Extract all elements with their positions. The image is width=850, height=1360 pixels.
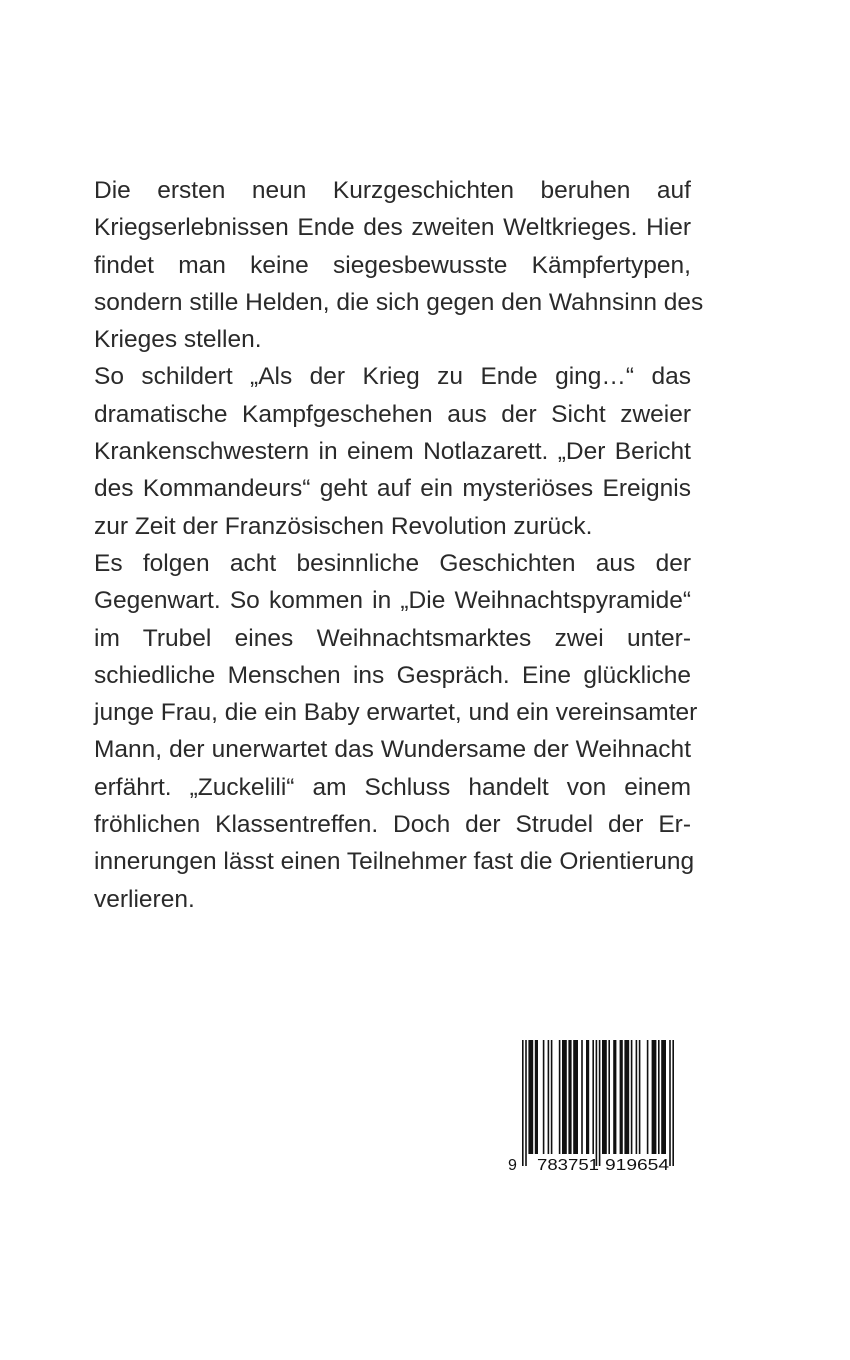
barcode-bar <box>620 1040 623 1154</box>
blurb-line: erfährt. „Zuckelili“ am Schluss handelt von einem <box>94 773 691 801</box>
barcode-bar <box>548 1040 550 1154</box>
blurb-text <box>94 172 704 918</box>
barcode-bar <box>528 1040 533 1154</box>
barcode-bar <box>647 1040 649 1154</box>
blurb-line: So schildert „Als der Krieg zu Ende ging…“ das <box>94 363 691 391</box>
blurb-line: Krankenschwestern in einem Notlazarett. „Der Bericht <box>94 438 691 466</box>
barcode-bar <box>658 1040 660 1154</box>
barcode-bar <box>562 1040 567 1154</box>
blurb-line: Es folgen acht besinnliche Geschichten aus der <box>94 549 691 577</box>
barcode-guard-bar <box>669 1040 671 1166</box>
blurb-line: des Kommandeurs“ geht auf ein mysteriöses Ereignis <box>94 475 691 503</box>
barcode-guard-bar <box>599 1040 601 1166</box>
barcode-bar <box>624 1040 629 1154</box>
barcode-bar <box>602 1040 607 1154</box>
barcode-left-digits: 783751 <box>537 1157 600 1172</box>
barcode-bar <box>592 1040 594 1154</box>
barcode-guard-bar <box>522 1040 524 1166</box>
blurb-line: Mann, der unerwartet das Wundersame der Weihnacht <box>94 736 691 764</box>
blurb-line: junge Frau, die ein Baby erwartet, und ein vereinsamter <box>94 699 698 727</box>
barcode-graphic <box>505 1040 680 1172</box>
blurb-line: Krieges stellen. <box>94 326 262 354</box>
blurb-line: sondern stille Helden, die sich gegen den Wahnsinn des <box>94 288 704 316</box>
barcode-bar <box>573 1040 578 1154</box>
blurb-line: im Trubel eines Weihnachtsmarktes zwei unter- <box>94 624 691 652</box>
blurb-line: Die ersten neun Kurzgeschichten beruhen auf <box>94 177 691 204</box>
blurb-line: verlieren. <box>94 885 195 913</box>
barcode-bar <box>613 1040 616 1154</box>
barcode-bar <box>543 1040 545 1154</box>
blurb-line: zur Zeit der Französischen Revolution zurück. <box>94 512 593 540</box>
blurb-line: Kriegserlebnissen Ende des zweiten Weltkrieges. Hier <box>94 214 691 242</box>
barcode-bar <box>631 1040 633 1154</box>
barcode-bar <box>535 1040 538 1154</box>
barcode-guard-bar <box>525 1040 527 1166</box>
isbn-barcode <box>505 1040 680 1172</box>
barcode-bars <box>522 1040 674 1166</box>
barcode-bar <box>586 1040 589 1154</box>
barcode-bar <box>559 1040 561 1154</box>
barcode-bar <box>636 1040 638 1154</box>
blurb-line: innerungen lässt einen Teilnehmer fast die Orientierung <box>94 848 695 876</box>
blurb-line: schiedliche Menschen ins Gespräch. Eine glückliche <box>94 661 691 689</box>
barcode-bar <box>661 1040 666 1154</box>
barcode-first-digit: 9 <box>508 1157 517 1172</box>
barcode-bar <box>639 1040 641 1154</box>
barcode-bar <box>608 1040 610 1154</box>
barcode-bar <box>652 1040 657 1154</box>
barcode-guard-bar <box>672 1040 674 1166</box>
barcode-bar <box>551 1040 553 1154</box>
barcode-right-digits: 919654 <box>605 1157 670 1172</box>
blurb-line: fröhlichen Klassentreffen. Doch der Strudel der Er- <box>94 811 691 839</box>
blurb-line: dramatische Kampfgeschehen aus der Sicht zweier <box>94 400 691 428</box>
barcode-bar <box>568 1040 571 1154</box>
barcode-guard-bar <box>596 1040 598 1166</box>
barcode-bar <box>581 1040 583 1154</box>
blurb-line: findet man keine siegesbewusste Kämpfertypen, <box>94 251 691 279</box>
blurb-line: Gegenwart. So kommen in „Die Weihnachtspyramide“ <box>94 587 691 615</box>
